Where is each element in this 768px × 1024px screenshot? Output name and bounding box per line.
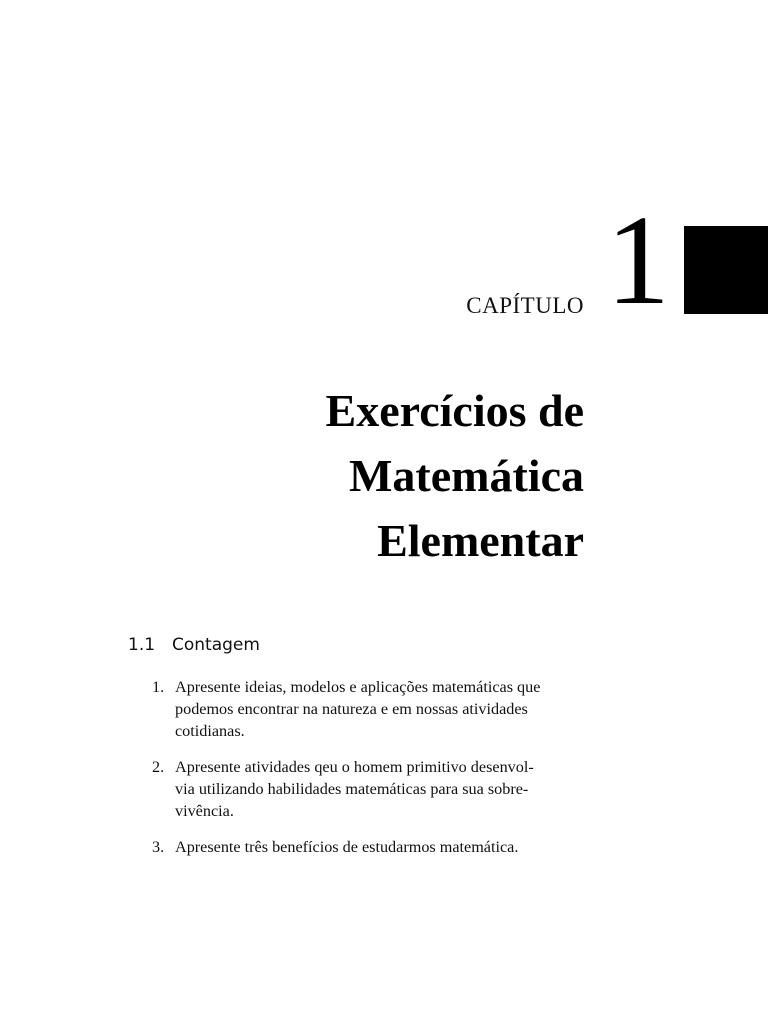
exercise-number: 3. — [152, 838, 165, 856]
chapter-thumb-tab — [684, 226, 768, 314]
exercise-text-line: via utilizando habilidades matemáticas para sua sobre- — [175, 780, 529, 798]
exercise-number: 2. — [152, 758, 165, 776]
exercise-text-line: Apresente três benefícios de estudarmos matemática. — [175, 838, 519, 856]
exercise-text-line: Apresente ideias, modelos e aplicações matemáticas que — [175, 678, 541, 696]
exercise-list — [150, 676, 590, 872]
exercise-text-line: podemos encontrar na natureza e em nossas atividades — [175, 700, 528, 718]
exercise-text-line: Apresente atividades qeu o homem primitivo desenvol- — [175, 758, 534, 776]
exercise-item — [150, 836, 590, 858]
exercise-text-line: cotidianas. — [175, 722, 245, 740]
exercise-number: 1. — [152, 678, 165, 696]
chapter-title — [164, 378, 584, 573]
section-heading — [128, 635, 260, 655]
exercise-item — [150, 756, 590, 822]
exercise-text-line: vivência. — [175, 802, 234, 820]
section-number: 1.1 — [128, 635, 156, 655]
chapter-title-line: Elementar — [377, 515, 584, 566]
chapter-number: 1 — [606, 189, 670, 331]
chapter-title-line: Exercícios de — [325, 385, 584, 436]
section-title: Contagem — [172, 635, 260, 655]
chapter-label: CAPÍTULO — [466, 293, 584, 318]
exercise-item — [150, 676, 590, 742]
chapter-title-line: Matemática — [349, 450, 584, 501]
